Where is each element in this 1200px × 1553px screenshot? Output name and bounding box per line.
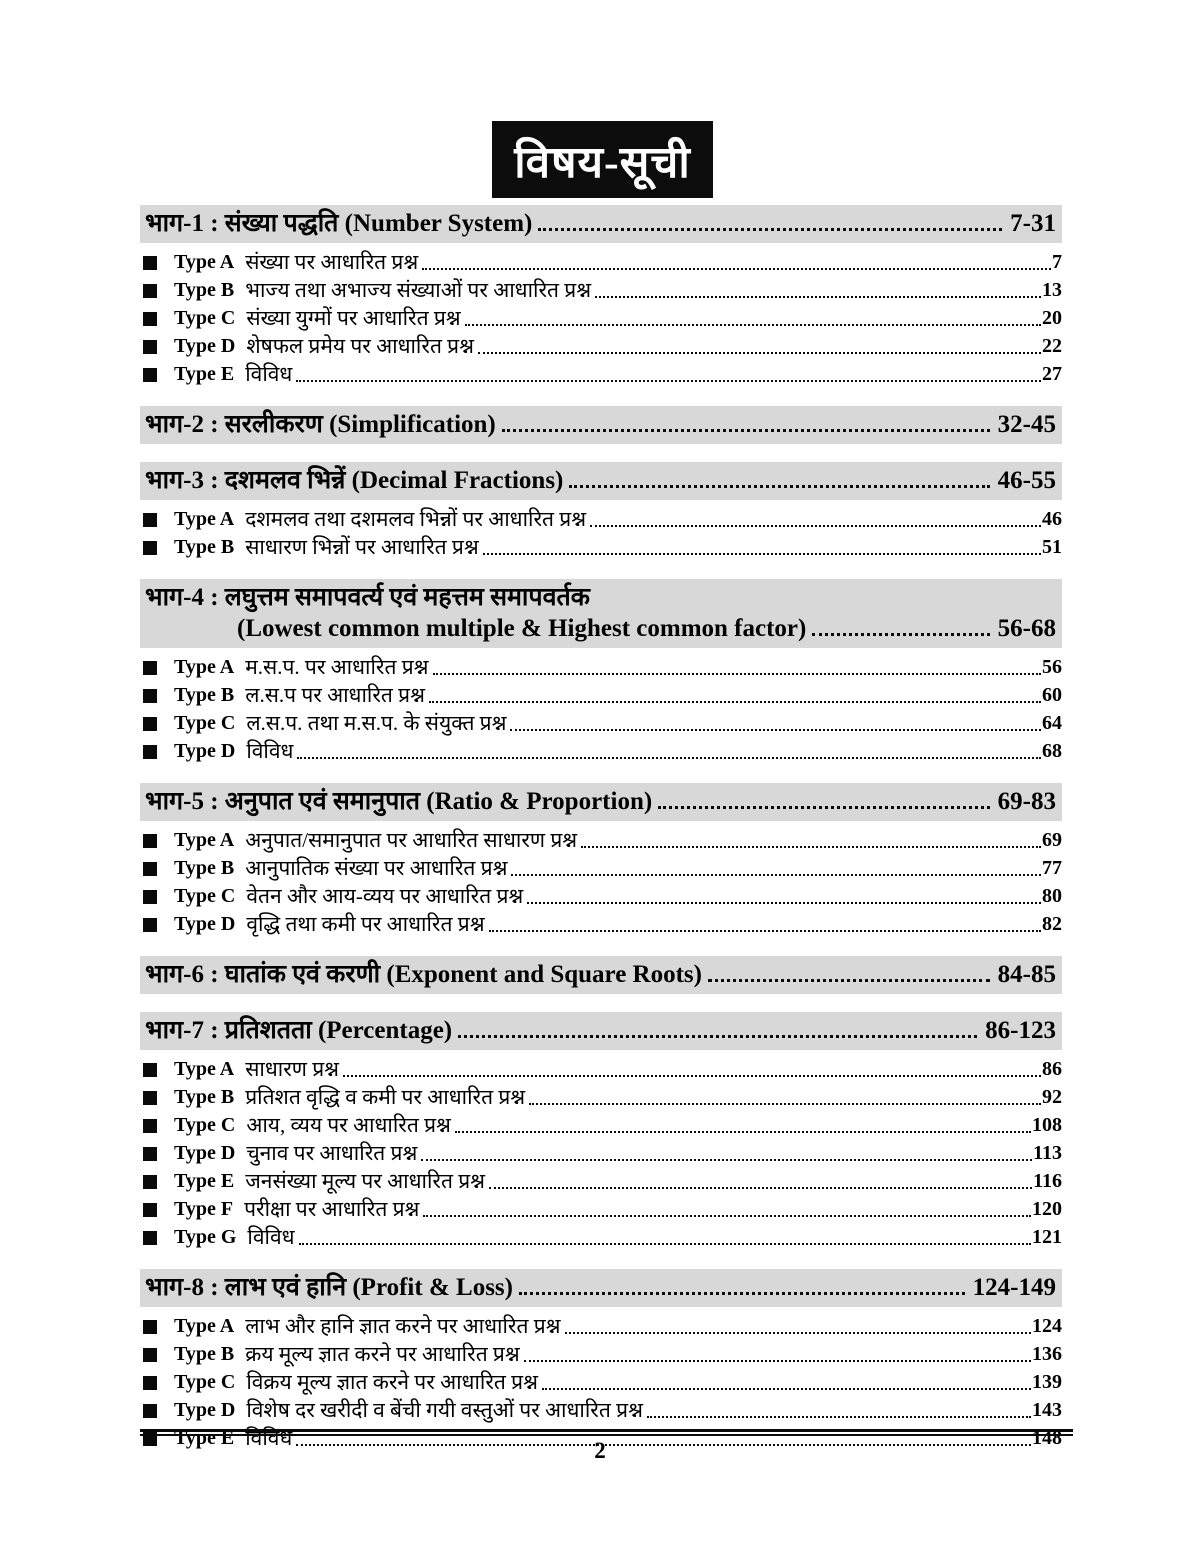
square-bullet-icon <box>143 541 157 555</box>
square-bullet-icon <box>143 1175 157 1189</box>
item-type-label: Type G <box>174 1226 237 1248</box>
toc-section <box>140 406 1062 444</box>
item-text: संख्या पर आधारित प्रश्न <box>245 250 419 274</box>
item-type-label: Type C <box>174 307 236 329</box>
dotted-leader <box>465 324 1041 326</box>
square-bullet-icon <box>143 689 157 703</box>
section-pages: 7-31 <box>1010 210 1056 237</box>
toc-item[interactable] <box>140 332 1062 360</box>
item-page-number: 108 <box>1032 1114 1062 1136</box>
dotted-leader <box>708 979 990 982</box>
toc <box>140 205 1062 1452</box>
toc-item[interactable] <box>140 1083 1062 1111</box>
dotted-leader <box>489 930 1041 932</box>
section-header-line1 <box>145 409 1056 440</box>
section-label: भाग-8 : लाभ एवं हानि (Profit & Loss) <box>145 1274 513 1301</box>
item-page-number: 92 <box>1042 1086 1062 1108</box>
item-type-label: Type C <box>174 1114 236 1136</box>
toc-item[interactable] <box>140 1139 1062 1167</box>
toc-section <box>140 1269 1062 1452</box>
item-text: संख्या युग्मों पर आधारित प्रश्न <box>246 306 461 330</box>
section-header-line1 <box>145 786 1056 817</box>
dotted-leader <box>569 485 989 488</box>
section-label: भाग-7 : प्रतिशतता (Percentage) <box>145 1017 453 1044</box>
item-text: लाभ और हानि ज्ञात करने पर आधारित प्रश्न <box>245 1314 561 1338</box>
section-label: भाग-1 : संख्या पद्धति (Number System) <box>145 210 533 237</box>
toc-item[interactable] <box>140 1167 1062 1195</box>
section-header-line1 <box>145 465 1056 496</box>
item-text: प्रतिशत वृद्धि व कमी पर आधारित प्रश्न <box>245 1085 526 1109</box>
square-bullet-icon <box>143 1119 157 1133</box>
item-page-number: 124 <box>1032 1315 1062 1337</box>
dotted-leader <box>423 1215 1031 1217</box>
square-bullet-icon <box>143 368 157 382</box>
item-page-number: 56 <box>1042 656 1062 678</box>
footer-rule <box>140 1429 1073 1436</box>
item-text: वेतन और आय-व्यय पर आधारित प्रश्न <box>246 884 524 908</box>
square-bullet-icon <box>143 1063 157 1077</box>
item-page-number: 27 <box>1042 363 1062 385</box>
dotted-leader <box>489 1187 1032 1189</box>
item-text: भाज्य तथा अभाज्य संख्याओं पर आधारित प्रश्न <box>245 278 592 302</box>
dotted-leader <box>590 525 1041 527</box>
item-page-number: 13 <box>1042 279 1062 301</box>
page-title-text: विषय-सूची <box>514 137 691 187</box>
item-page-number: 120 <box>1032 1198 1062 1220</box>
item-type-label: Type A <box>174 508 235 530</box>
square-bullet-icon <box>143 1203 157 1217</box>
toc-item[interactable] <box>140 1368 1062 1396</box>
dotted-leader <box>421 1159 1032 1161</box>
dotted-leader <box>299 1243 1031 1245</box>
item-page-number: 46 <box>1042 508 1062 530</box>
section-pages: 69-83 <box>997 788 1056 815</box>
dotted-leader <box>343 1075 1041 1077</box>
item-page-number: 60 <box>1042 684 1062 706</box>
section-items <box>140 1055 1062 1251</box>
item-type-label: Type C <box>174 1371 236 1393</box>
toc-item[interactable] <box>140 304 1062 332</box>
item-page-number: 22 <box>1042 335 1062 357</box>
section-header[interactable] <box>140 462 1062 500</box>
dotted-leader <box>478 352 1041 354</box>
item-type-label: Type B <box>174 1343 235 1365</box>
dotted-leader <box>581 846 1041 848</box>
toc-item[interactable] <box>140 1055 1062 1083</box>
item-type-label: Type C <box>174 712 236 734</box>
toc-section <box>140 783 1062 938</box>
item-type-label: Type E <box>174 1427 235 1449</box>
item-text: म.स.प. पर आधारित प्रश्न <box>245 655 429 679</box>
item-type-label: Type D <box>174 740 236 762</box>
section-header[interactable] <box>140 579 1062 648</box>
item-page-number: 20 <box>1042 307 1062 329</box>
item-type-label: Type F <box>174 1198 234 1220</box>
square-bullet-icon <box>143 340 157 354</box>
square-bullet-icon <box>143 745 157 759</box>
toc-item[interactable] <box>140 737 1062 765</box>
section-header-line1 <box>145 1272 1056 1303</box>
dotted-leader <box>511 874 1041 876</box>
section-label: भाग-4 : लघुत्तम समापवर्त्य एवं महत्तम समापवर्तक <box>145 584 590 611</box>
item-page-number: 143 <box>1032 1399 1062 1421</box>
toc-section <box>140 462 1062 561</box>
page-title <box>492 121 713 198</box>
dotted-leader <box>296 380 1041 382</box>
dotted-leader <box>647 1416 1031 1418</box>
section-pages: 84-85 <box>997 961 1056 988</box>
item-page-number: 139 <box>1032 1371 1062 1393</box>
square-bullet-icon <box>143 513 157 527</box>
dotted-leader <box>595 296 1041 298</box>
section-label: भाग-3 : दशमलव भिन्नें (Decimal Fractions) <box>145 467 564 494</box>
item-text: क्रय मूल्य ज्ञात करने पर आधारित प्रश्न <box>245 1342 520 1366</box>
square-bullet-icon <box>143 312 157 326</box>
section-items <box>140 505 1062 561</box>
dotted-leader <box>502 429 990 432</box>
item-type-label: Type A <box>174 829 235 851</box>
dotted-leader <box>297 757 1041 759</box>
item-text: विविध <box>245 362 293 386</box>
item-text: परीक्षा पर आधारित प्रश्न <box>244 1197 420 1221</box>
toc-item[interactable] <box>140 854 1062 882</box>
item-type-label: Type A <box>174 251 235 273</box>
item-page-number: 113 <box>1033 1142 1062 1164</box>
square-bullet-icon <box>143 918 157 932</box>
square-bullet-icon <box>143 1091 157 1105</box>
square-bullet-icon <box>143 890 157 904</box>
item-text: आय, व्यय पर आधारित प्रश्न <box>246 1113 451 1137</box>
item-page-number: 69 <box>1042 829 1062 851</box>
item-text: साधारण भिन्नों पर आधारित प्रश्न <box>245 535 479 559</box>
toc-item[interactable] <box>140 533 1062 561</box>
square-bullet-icon <box>143 1147 157 1161</box>
dotted-leader <box>529 1103 1041 1105</box>
toc-item[interactable] <box>140 1223 1062 1251</box>
toc-item[interactable] <box>140 1396 1062 1424</box>
item-type-label: Type D <box>174 1399 236 1421</box>
item-text: चुनाव पर आधारित प्रश्न <box>246 1141 418 1165</box>
toc-item[interactable] <box>140 709 1062 737</box>
item-type-label: Type B <box>174 1086 235 1108</box>
item-type-label: Type A <box>174 656 235 678</box>
section-items <box>140 826 1062 938</box>
toc-item[interactable] <box>140 276 1062 304</box>
item-text: विविध <box>247 1225 295 1249</box>
dotted-leader <box>433 673 1041 675</box>
square-bullet-icon <box>143 862 157 876</box>
dotted-leader <box>483 553 1041 555</box>
toc-item[interactable] <box>140 1312 1062 1340</box>
toc-section <box>140 205 1062 388</box>
square-bullet-icon <box>143 1320 157 1334</box>
section-pages: 86-123 <box>985 1017 1056 1044</box>
item-page-number: 7 <box>1052 251 1062 273</box>
section-label-english: (Lowest common multiple & Highest common factor) <box>237 615 807 642</box>
item-type-label: Type B <box>174 279 235 301</box>
item-text: आनुपातिक संख्या पर आधारित प्रश्न <box>245 856 508 880</box>
toc-item[interactable] <box>140 826 1062 854</box>
section-header-line1 <box>145 208 1056 239</box>
item-text: जनसंख्या मूल्य पर आधारित प्रश्न <box>245 1169 486 1193</box>
section-header-line2 <box>145 613 1056 644</box>
square-bullet-icon <box>143 1231 157 1245</box>
toc-item[interactable] <box>140 653 1062 681</box>
toc-item[interactable] <box>140 681 1062 709</box>
square-bullet-icon <box>143 1348 157 1362</box>
item-text: दशमलव तथा दशमलव भिन्नों पर आधारित प्रश्न <box>245 507 587 531</box>
item-type-label: Type E <box>174 363 235 385</box>
item-text: शेषफल प्रमेय पर आधारित प्रश्न <box>246 334 474 358</box>
item-type-label: Type B <box>174 857 235 879</box>
item-text: विशेष दर खरीदी व बेंची गयी वस्तुओं पर आधारित प्रश्न <box>246 1398 643 1422</box>
item-text: विक्रय मूल्य ज्ञात करने पर आधारित प्रश्न <box>246 1370 538 1394</box>
section-header-line1 <box>145 582 1056 613</box>
toc-item[interactable] <box>140 1340 1062 1368</box>
toc-item[interactable] <box>140 882 1062 910</box>
item-type-label: Type B <box>174 536 235 558</box>
item-text: ल.स.प. तथा म.स.प. के संयुक्त प्रश्न <box>246 711 507 735</box>
section-label: भाग-5 : अनुपात एवं समानुपात (Ratio & Proportion) <box>145 788 653 815</box>
section-pages: 124-149 <box>972 1274 1056 1301</box>
dotted-leader <box>458 1035 977 1038</box>
toc-item[interactable] <box>140 505 1062 533</box>
section-header[interactable] <box>140 1012 1062 1050</box>
square-bullet-icon <box>143 1404 157 1418</box>
item-type-label: Type B <box>174 684 235 706</box>
section-header[interactable] <box>140 783 1062 821</box>
section-items <box>140 653 1062 765</box>
dotted-leader <box>538 228 1002 231</box>
toc-item[interactable] <box>140 910 1062 938</box>
item-type-label: Type A <box>174 1058 235 1080</box>
item-page-number: 148 <box>1032 1427 1062 1449</box>
dotted-leader <box>527 902 1041 904</box>
toc-item[interactable] <box>140 248 1062 276</box>
item-type-label: Type E <box>174 1170 235 1192</box>
section-header[interactable] <box>140 406 1062 444</box>
section-header-line1 <box>145 959 1056 990</box>
section-items <box>140 248 1062 388</box>
item-text: अनुपात/समानुपात पर आधारित साधारण प्रश्न <box>245 828 578 852</box>
section-header[interactable] <box>140 956 1062 994</box>
item-page-number: 116 <box>1033 1170 1062 1192</box>
item-text: ल.स.प पर आधारित प्रश्न <box>245 683 425 707</box>
dotted-leader <box>519 1292 965 1295</box>
section-label: भाग-6 : घातांक एवं करणी (Exponent and Square Roots) <box>145 961 702 988</box>
section-header-line1 <box>145 1015 1056 1046</box>
dotted-leader <box>658 806 990 809</box>
item-page-number: 82 <box>1042 913 1062 935</box>
toc-item[interactable] <box>140 1195 1062 1223</box>
dotted-leader <box>422 268 1051 270</box>
square-bullet-icon <box>143 256 157 270</box>
item-type-label: Type D <box>174 335 236 357</box>
section-header[interactable] <box>140 1269 1062 1307</box>
square-bullet-icon <box>143 717 157 731</box>
item-type-label: Type A <box>174 1315 235 1337</box>
toc-section <box>140 1012 1062 1251</box>
item-type-label: Type D <box>174 913 236 935</box>
dotted-leader <box>510 729 1041 731</box>
square-bullet-icon <box>143 834 157 848</box>
section-pages: 46-55 <box>997 467 1056 494</box>
item-text: वृद्धि तथा कमी पर आधारित प्रश्न <box>246 912 485 936</box>
section-header[interactable] <box>140 205 1062 243</box>
dotted-leader <box>542 1388 1031 1390</box>
item-text: साधारण प्रश्न <box>245 1057 340 1081</box>
toc-item[interactable] <box>140 360 1062 388</box>
square-bullet-icon <box>143 284 157 298</box>
item-page-number: 64 <box>1042 712 1062 734</box>
dotted-leader <box>812 633 989 636</box>
dotted-leader <box>455 1131 1031 1133</box>
item-page-number: 51 <box>1042 536 1062 558</box>
section-label: भाग-2 : सरलीकरण (Simplification) <box>145 411 496 438</box>
dotted-leader <box>565 1332 1031 1334</box>
item-text: विविध <box>246 739 294 763</box>
square-bullet-icon <box>143 661 157 675</box>
item-type-label: Type D <box>174 1142 236 1164</box>
section-pages: 56-68 <box>997 615 1056 642</box>
toc-section <box>140 956 1062 994</box>
item-page-number: 136 <box>1032 1343 1062 1365</box>
item-page-number: 77 <box>1042 857 1062 879</box>
item-page-number: 86 <box>1042 1058 1062 1080</box>
dotted-leader <box>429 701 1041 703</box>
toc-section <box>140 579 1062 765</box>
toc-item[interactable] <box>140 1111 1062 1139</box>
dotted-leader <box>524 1360 1031 1362</box>
item-type-label: Type C <box>174 885 236 907</box>
section-pages: 32-45 <box>997 411 1056 438</box>
item-page-number: 68 <box>1042 740 1062 762</box>
page-number: 2 <box>594 1438 606 1463</box>
item-text: विविध <box>245 1426 293 1450</box>
square-bullet-icon <box>143 1376 157 1390</box>
item-page-number: 121 <box>1032 1226 1062 1248</box>
item-page-number: 80 <box>1042 885 1062 907</box>
